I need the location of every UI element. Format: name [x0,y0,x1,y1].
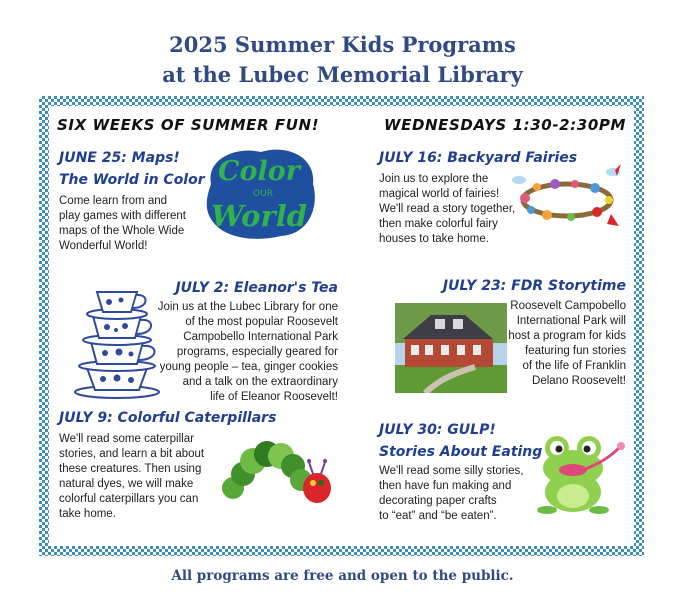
body-line: maps of the Whole Wide [59,225,185,237]
body-line: featuring fun stories [524,345,626,357]
roosevelt-cottage-photo [395,303,507,393]
body-line: programs, especially geared for [176,346,338,358]
logo-word-color: Color [218,156,300,187]
body-line: these creatures. Then using [59,463,202,475]
body-line: We'll read a story together, [379,203,516,215]
program-july2-body [138,300,338,405]
program-july30-heading-2: Stories About Eating [379,444,543,460]
body-line: take home. [59,508,116,520]
body-line: young people – tea, ginger cookies [159,361,338,373]
body-line: houses to take home. [379,233,489,245]
body-line: and a talk on the extraordinary [182,376,338,388]
program-july9-body [59,432,229,522]
body-line: play games with different [59,210,186,222]
body-line: Join us at the Lubec Library for one [157,301,338,313]
program-june25-body [59,194,214,254]
page-subtitle: at the Lubec Memorial Library [162,62,523,87]
body-line: stories, and learn a bit about [59,448,205,460]
flyer-content [49,106,634,546]
body-line: International Park will [516,315,626,327]
program-july23-body [486,299,626,389]
color-our-world-logo [201,144,321,244]
body-line: Campobello International Park [183,331,338,343]
body-line: then have fun making and [379,480,512,492]
body-line: Join us to explore the [379,173,489,185]
fairy-wreath-illustration [511,162,623,232]
body-line: life of Eleanor Roosevelt! [210,391,338,403]
body-line: then make colorful fairy [379,218,498,230]
logo-word-our: OUR [253,189,273,199]
page-title: 2025 Summer Kids Programs [169,32,516,57]
frog-illustration [533,430,628,516]
body-line: magical world of fairies! [379,188,500,200]
program-july2-heading: JULY 2: Eleanor's Tea [175,280,338,296]
checkered-border-frame [39,96,644,556]
body-line: decorating paper crafts [379,495,497,507]
body-line: natural dyes, we will make [59,478,194,490]
body-line: Delano Roosevelt! [532,375,626,387]
body-line: Come learn from and [59,195,168,207]
teacup-stack-illustration [69,282,167,400]
body-line: of the life of Franklin [522,360,626,372]
program-july16-heading: JULY 16: Backyard Fairies [379,150,578,166]
body-line: Roosevelt Campobello [510,300,626,312]
program-july30-body [379,464,539,524]
body-line: Wonderful World! [59,240,148,252]
footer-note: All programs are free and open to the public. [171,568,514,584]
body-line: to “eat” and “be eaten”. [379,510,497,522]
body-line: colorful caterpillars you can [59,493,199,505]
program-july30-heading-1: JULY 30: GULP! [379,422,496,438]
caterpillar-illustration [221,428,336,518]
banner-schedule: WEDNESDAYS 1:30-2:30PM [383,116,626,134]
program-july23-heading: JULY 23: FDR Storytime [442,278,626,294]
program-june25-heading-1: JUNE 25: Maps! [59,150,180,166]
body-line: We'll read some silly stories, [379,465,524,477]
body-line: We'll read some caterpillar [59,433,194,445]
banner-six-weeks: SIX WEEKS OF SUMMER FUN! [57,116,320,134]
program-july9-heading: JULY 9: Colorful Caterpillars [59,410,277,426]
logo-word-world: World [210,199,308,233]
body-line: host a program for kids [508,330,626,342]
program-june25-heading-2: The World in Color [59,172,205,188]
program-july16-body [379,172,529,247]
body-line: of the most popular Roosevelt [185,316,338,328]
